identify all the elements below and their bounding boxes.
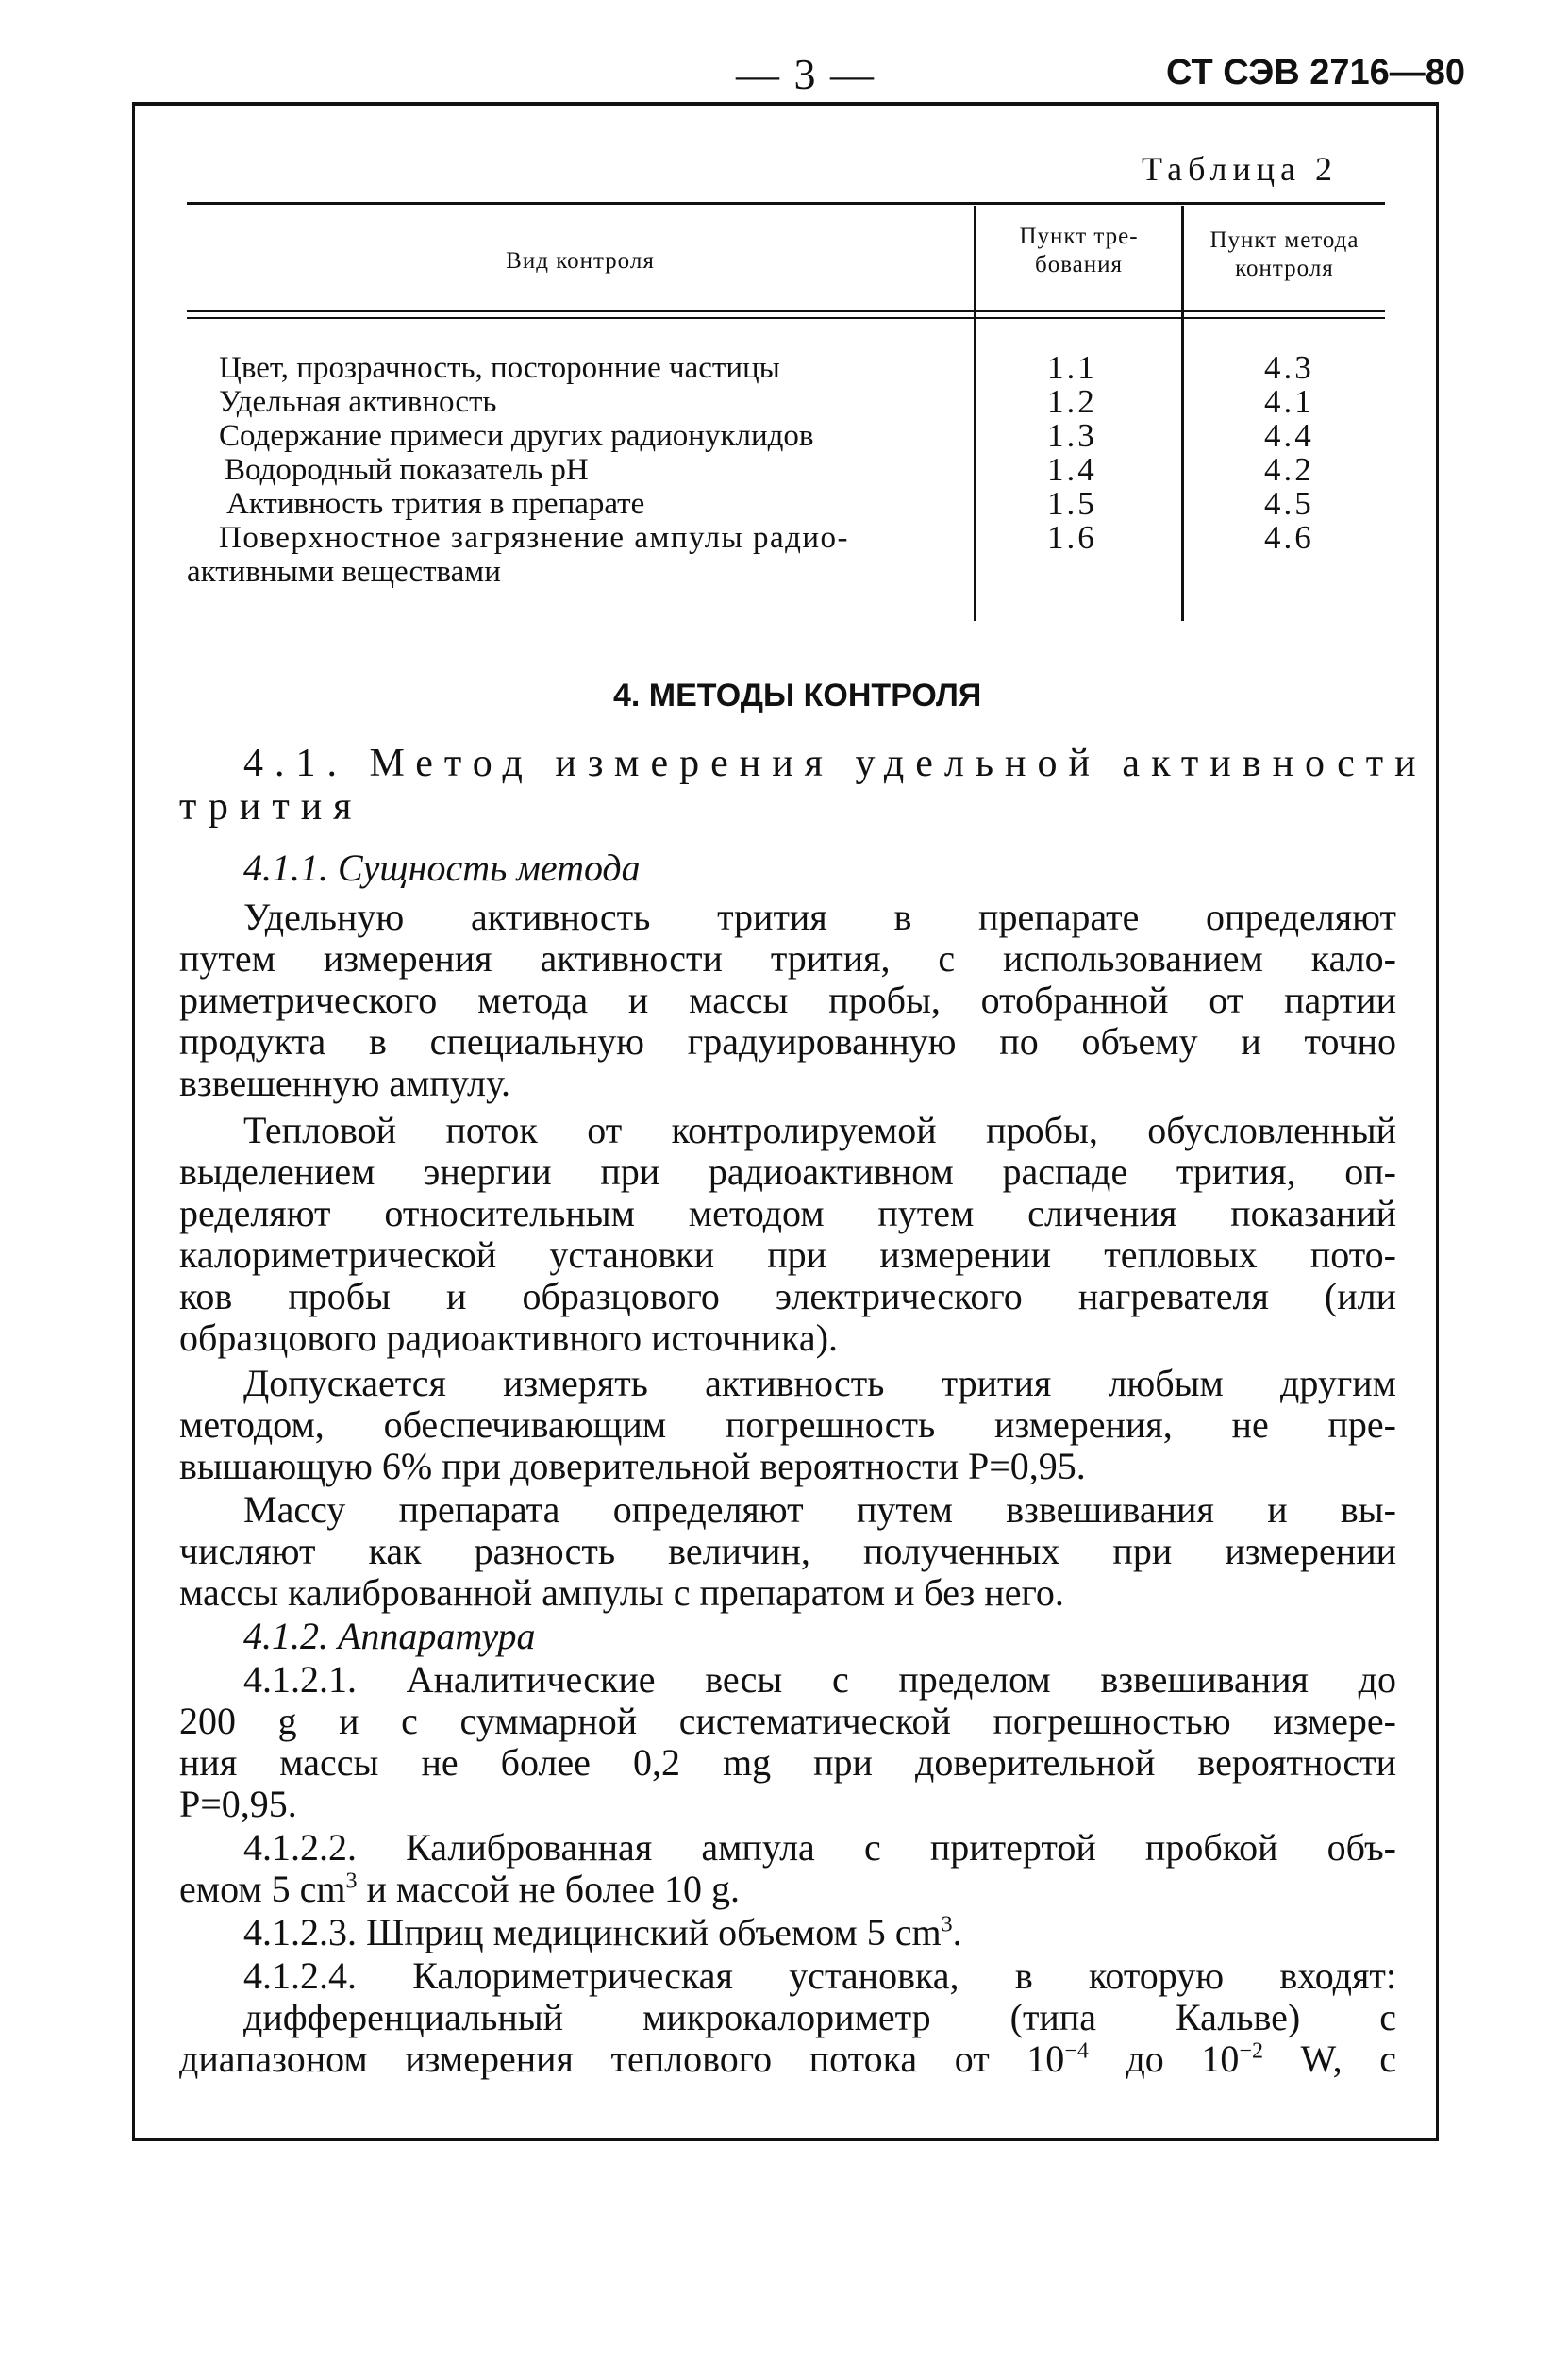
subsection-4-1-heading [179, 742, 1427, 829]
text-fragment: и массой не более 10 g. [357, 1868, 741, 1910]
row-method: 4.4 [1264, 417, 1314, 454]
paragraph-line: путем измерения активности трития, с использованием кало- [179, 937, 1396, 980]
paragraph-line: дифференциальный микрокалориметр (типа Кальве) с [243, 1996, 1396, 2038]
subsection-4-1-2-heading [179, 1616, 1396, 1657]
text-fragment: W, с [1262, 2037, 1396, 2080]
subsection-4-1-line-2: трития [179, 785, 363, 829]
paragraph-line: 200 g и с суммарной систематической погрешностью измере- [179, 1700, 1396, 1742]
paragraph-line: числяют как разность величин, полученных при измерении [179, 1530, 1396, 1572]
paragraph-line [179, 1912, 1396, 1953]
row-requirement: 1.1 [1047, 349, 1097, 386]
paragraph-line: 4.1.2.4. Калориметрическая установка, в которую входят: [243, 1954, 1396, 1997]
paragraph-line: вышающую 6% при доверительной вероятности P=0,95. [179, 1445, 1086, 1487]
paragraph-line: ния массы не более 0,2 mg при доверительной вероятности [179, 1741, 1396, 1784]
paragraph-line [179, 1869, 1396, 1910]
frame-right-border [1436, 102, 1439, 2140]
row-requirement: 1.2 [1047, 383, 1097, 420]
paragraph-4 [179, 1489, 1396, 1614]
paragraph-line: массы калиброванной ампулы с препаратом и без него. [179, 1571, 1064, 1614]
paragraph-3 [179, 1363, 1396, 1487]
header-control-type: Вид контроля [506, 248, 655, 274]
header-requirement-line-1: Пункт тре- [1019, 224, 1139, 249]
row-method: 4.3 [1264, 349, 1314, 386]
paragraph-line: Удельную активность трития в препарате определяют [243, 896, 1396, 938]
superscript: −2 [1239, 2038, 1263, 2064]
header-requirement-item [976, 223, 1181, 279]
superscript: 3 [345, 1869, 358, 1894]
item-4-1-2-4 [179, 1955, 1396, 2080]
paragraph-line: образцового радиоактивного источника). [179, 1316, 839, 1359]
paragraph-line: Массу препарата определяют путем взвешивания и вы- [243, 1488, 1396, 1531]
subsection-4-1-2-title: 4.1.2. Аппаратура [243, 1615, 536, 1657]
header-method-line-1: Пункт метода [1209, 227, 1359, 253]
paragraph-line: 4.1.2.2. Калиброванная ампула с притертой пробкой объ- [243, 1826, 1396, 1869]
row-name: Поверхностное загрязнение ампулы радио- [219, 521, 850, 555]
paragraph-2 [179, 1110, 1396, 1359]
row-name: Цвет, прозрачность, посторонние частицы [219, 351, 780, 385]
frame-bottom-border [132, 2138, 1439, 2141]
item-4-1-2-3 [179, 1912, 1396, 1953]
paragraph-line [179, 2038, 1396, 2080]
subsection-4-1-1-title: 4.1.1. Сущность метода [243, 847, 641, 889]
superscript: −4 [1064, 2038, 1089, 2064]
paragraph-line: риметрического метода и массы пробы, отобранной от партии [179, 979, 1396, 1021]
row-requirement: 1.6 [1047, 519, 1097, 556]
row-requirement: 1.3 [1047, 417, 1097, 454]
header-method-item [1184, 226, 1385, 283]
row-name: Содержание примеси других радионуклидов [219, 419, 814, 453]
paragraph-line: взвешенную ампулу. [179, 1062, 511, 1104]
frame-top-border [132, 102, 1439, 106]
subsection-4-1-line-1: 4.1. Метод измерения удельной активности [243, 742, 1427, 785]
row-method: 4.5 [1264, 485, 1314, 522]
paragraph-line: калориметрической установки при измерении тепловых пото- [179, 1233, 1396, 1276]
row-name: активными веществами [187, 555, 501, 589]
row-name: Активность трития в препарате [226, 487, 645, 521]
paragraph-line: ределяют относительным методом путем сличения показаний [179, 1192, 1396, 1234]
row-requirement: 1.5 [1047, 485, 1097, 522]
page-header [0, 49, 1568, 106]
header-requirement-line-2: бования [1034, 252, 1124, 277]
paragraph-line: P=0,95. [179, 1783, 297, 1825]
table-header-rule-1 [187, 310, 1385, 312]
superscript: 3 [941, 1912, 953, 1937]
paragraph-line: 4.1.2.1. Аналитические весы с пределом взвешивания до [243, 1658, 1396, 1701]
table-header-rule-2 [187, 317, 1385, 319]
row-requirement: 1.4 [1047, 451, 1097, 488]
text-fragment: до 10 [1088, 2037, 1240, 2080]
text-fragment: . [952, 1911, 962, 1953]
text-fragment: емом 5 cm [179, 1868, 346, 1910]
header-method-line-2: контроля [1235, 256, 1334, 281]
paragraph-line: ков пробы и образцового электрического нагревателя (или [179, 1275, 1396, 1317]
paragraph-line: продукта в специальную градуированную по объему и точно [179, 1020, 1396, 1063]
subsection-4-1-1-heading [179, 847, 1396, 889]
item-4-1-2-2 [179, 1827, 1396, 1910]
item-4-1-2-1 [179, 1659, 1396, 1825]
document-code: СТ СЭВ 2716—80 [1166, 53, 1466, 92]
paragraph-line: Допускается измерять активность трития любым другим [243, 1362, 1396, 1404]
section-title: 4. МЕТОДЫ КОНТРОЛЯ [613, 678, 982, 713]
row-method: 4.6 [1264, 519, 1314, 556]
row-name: Водородный показатель pH [225, 453, 589, 487]
paragraph-1 [179, 897, 1396, 1104]
page-number: — 3 — [736, 50, 876, 98]
text-fragment: диапазоном измерения теплового потока от 10 [179, 2037, 1065, 2080]
row-name: Удельная активность [219, 385, 497, 419]
paragraph-line: выделением энергии при радиоактивном распаде трития, оп- [179, 1150, 1396, 1193]
paragraph-line: методом, обеспечивающим погрешность измерения, не пре- [179, 1403, 1396, 1446]
text-fragment: 4.1.2.3. Шприц медицинский объемом 5 cm [243, 1911, 942, 1953]
row-method: 4.2 [1264, 451, 1314, 488]
frame-left-border [132, 102, 135, 2140]
table-caption: Таблица 2 [1142, 150, 1338, 188]
paragraph-line: Тепловой поток от контролируемой пробы, обусловленный [243, 1109, 1396, 1151]
table-top-rule [187, 202, 1385, 205]
row-method: 4.1 [1264, 383, 1314, 420]
